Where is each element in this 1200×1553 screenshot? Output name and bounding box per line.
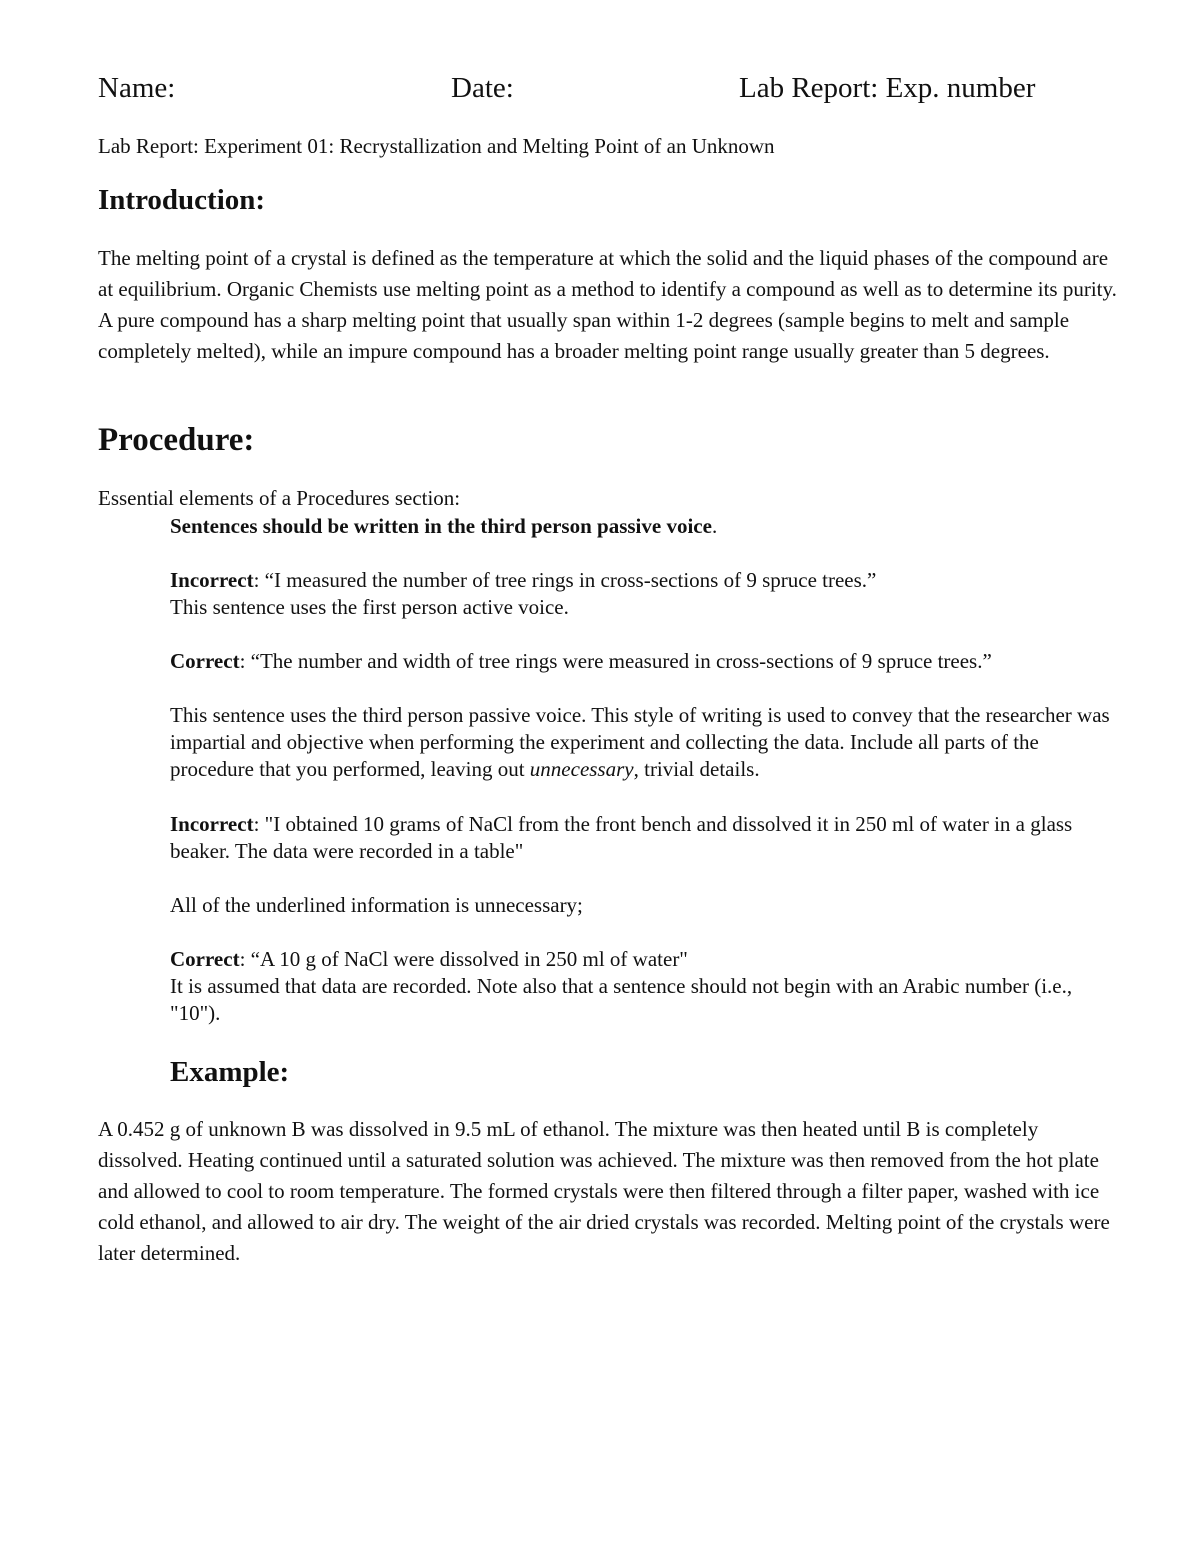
correct-label: Correct — [170, 649, 240, 673]
name-label: Name: — [98, 72, 176, 104]
explanation-text-b: , trivial details. — [633, 757, 760, 781]
example-1-note: This sentence uses the first person active voice. — [170, 595, 569, 619]
header-row — [98, 72, 1098, 112]
example-1-correct-block — [170, 648, 1110, 675]
introduction-paragraph: The melting point of a crystal is defined as the temperature at which the solid and the liquid phases of the compound are at equilibrium. Organic Chemists use melting point as a method to identify a compound as well as to determine its purity. A pure compound has a sharp melting point that usually span within 1-2 degrees (sample begins to melt and sample completely melted), while an impure compound has a broader melting point range usually greater than 5 degrees. — [98, 246, 1117, 363]
explanation-italic: unnecessary — [529, 757, 634, 781]
explanation-text-a: This sentence uses the third person passive voice. This style of writing is used to convey that the researcher was impartial and objective when performing the experiment and collecting the data. Include all parts of the procedure that you performed, leaving out — [170, 703, 1110, 781]
date-label: Date: — [451, 72, 514, 104]
rule-bold-text: Sentences should be written in the third person passive voice — [170, 514, 712, 538]
introduction-heading: Introduction: — [98, 184, 266, 216]
example-2-incorrect-text: : "I obtained 10 grams of NaCl from the front bench and dissolved it in 250 ml of water in a glass beaker. The data were recorded in a table" — [170, 812, 1073, 863]
example-1-incorrect-block — [170, 567, 1110, 621]
incorrect-label: Incorrect — [170, 568, 254, 592]
procedure-lead: Essential elements of a Procedures section: — [98, 486, 461, 510]
passive-voice-rule — [170, 513, 1110, 540]
passive-voice-explanation — [170, 702, 1110, 783]
example-2-incorrect-block — [170, 811, 1110, 865]
example-paragraph: A 0.452 g of unknown B was dissolved in 9.5 mL of ethanol. The mixture was then heated until B is completely dissolved. Heating continued until a saturated solution was achieved. The mixture was then removed from the hot plate and allowed to cool to room temperature. The formed crystals were then filtered through a filter paper, washed with ice cold ethanol, and allowed to air dry. The weight of the air dried crystals was recorded. Melting point of the crystals were later determined. — [98, 1117, 1110, 1265]
example-2-correct-text: : “A 10 g of NaCl were dissolved in 250 ml of water" — [239, 947, 688, 971]
incorrect-label-2: Incorrect — [170, 812, 254, 836]
rule-end: . — [711, 514, 718, 538]
underlined-note: All of the underlined information is unnecessary; — [170, 893, 583, 917]
example-2-note: It is assumed that data are recorded. Note also that a sentence should not begin with an Arabic number (i.e., "10"). — [170, 974, 1073, 1025]
correct-label-2: Correct — [170, 947, 240, 971]
report-subtitle: Lab Report: Experiment 01: Recrystallization and Melting Point of an Unknown — [98, 134, 775, 158]
example-1-incorrect-text: : “I measured the number of tree rings in cross-sections of 9 spruce trees.” — [253, 568, 877, 592]
example-1-correct-text: : “The number and width of tree rings were measured in cross-sections of 9 spruce trees.” — [239, 649, 992, 673]
procedure-heading: Procedure: — [98, 422, 255, 458]
example-2-correct-block — [170, 946, 1110, 1027]
lab-report-label: Lab Report: Exp. number — [739, 72, 1036, 104]
example-heading: Example: — [170, 1056, 290, 1088]
